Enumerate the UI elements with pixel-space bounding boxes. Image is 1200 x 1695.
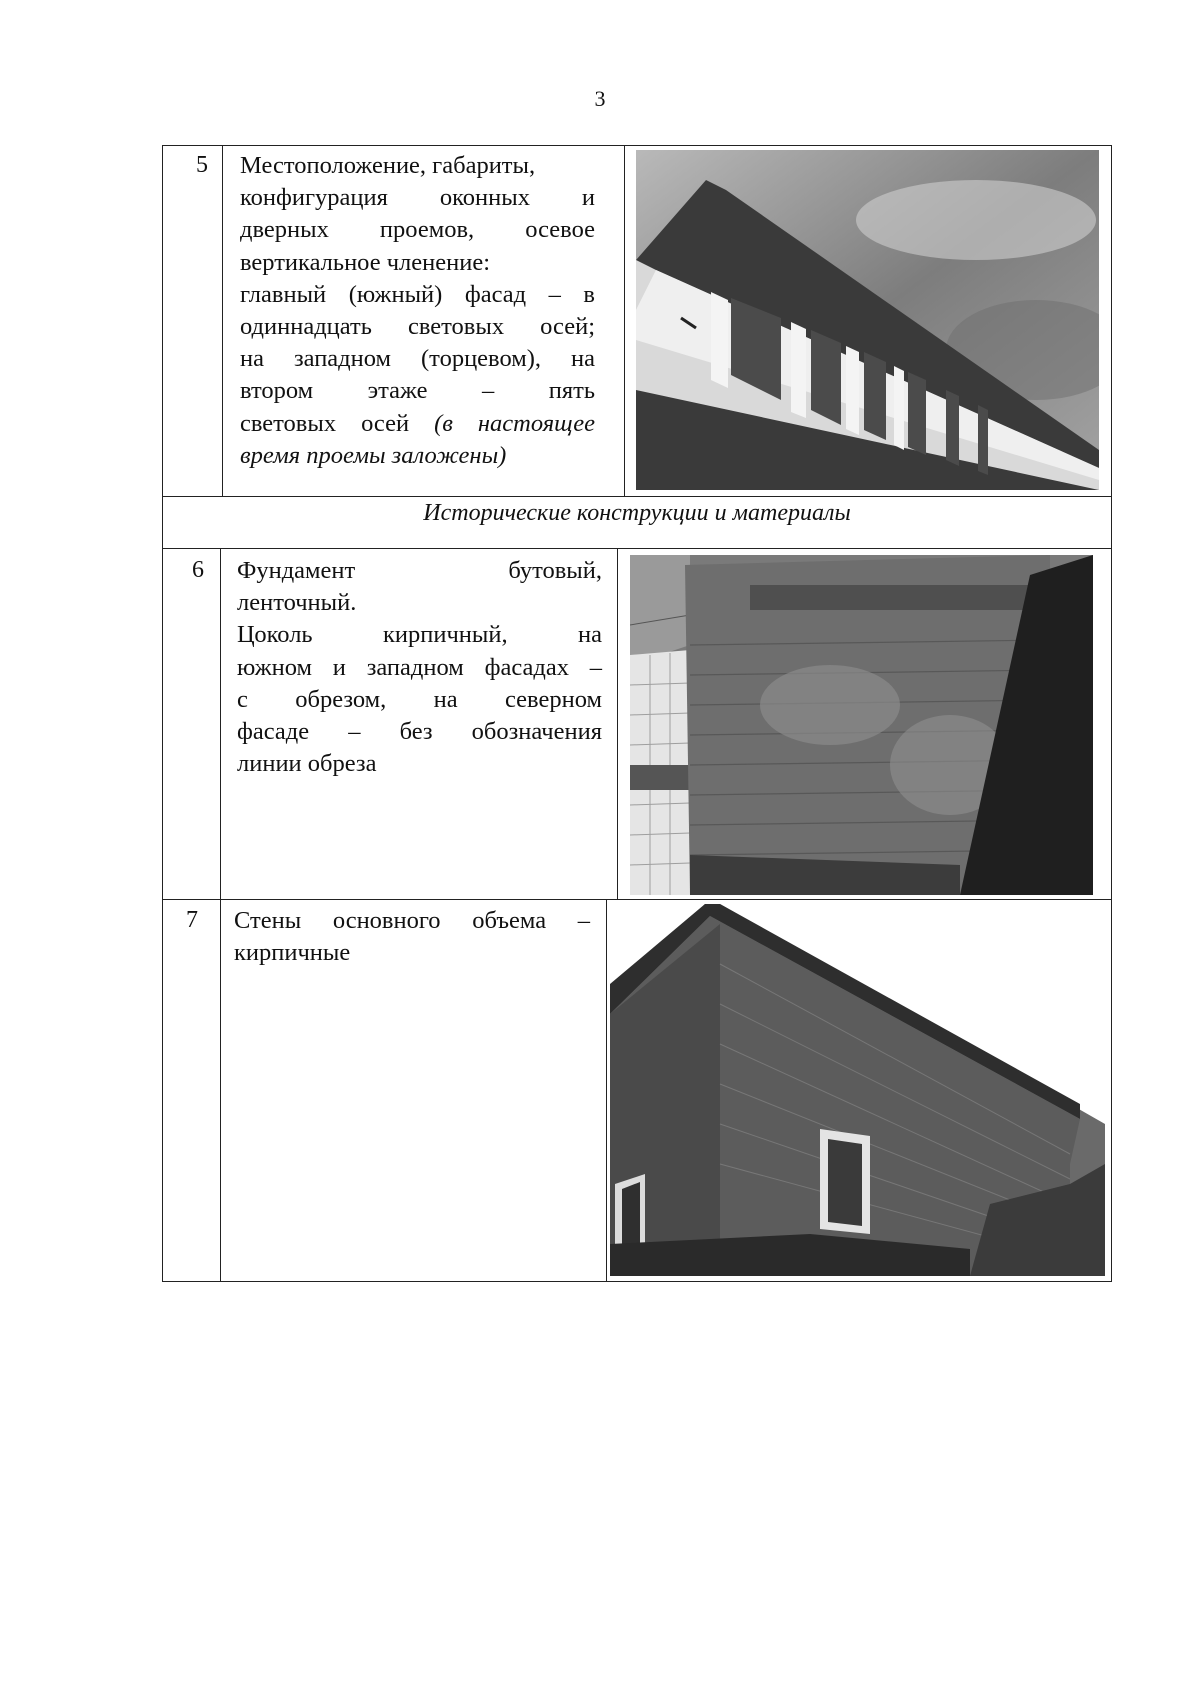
facade-cornice-image [636,150,1099,490]
column-divider [624,145,625,496]
text-line: с обрезом, на северном [237,685,602,713]
row-description [234,905,590,969]
text-line: Фундамент бутовый, [237,557,602,584]
text-line: дверных проемов, осевое [240,216,595,244]
row-number: 7 [186,907,198,933]
table-divider [162,899,1112,900]
text-line: кирпичные [234,939,351,967]
brick-walls-photo [610,904,1105,1276]
page-number: 3 [594,86,606,111]
text-italic-note: (в настоящее время проемы заложены) [240,409,595,469]
column-divider [606,899,607,1282]
text-line: Стены основного объема – [234,907,590,934]
column-divider [222,145,223,496]
text-line: южном и западном фасадах – [237,653,602,681]
table-divider [162,496,1112,497]
section-heading: Исторические конструкции и материалы [423,500,851,526]
text-line: втором этаже – пять [240,377,595,405]
facade-cornice-photo [636,150,1099,490]
brick-plinth-image [630,555,1093,895]
text-line: на западном (торцевом), на [240,345,595,373]
text-line: линии обреза [237,750,377,778]
text-line: вертикальное членение: [240,248,491,276]
brick-plinth-photo [630,555,1093,895]
row-description [237,555,602,780]
text-line: ленточный. [237,589,357,617]
text-line: главный (южный) фасад – в [240,280,595,308]
brick-walls-image [610,904,1105,1276]
column-divider [617,548,618,899]
row-description [240,150,595,472]
text-line-mixed [240,408,595,472]
text-line: Местоположение, габариты, [240,152,536,179]
column-divider [220,548,221,1282]
table-divider [162,548,1112,549]
text-line: Цоколь кирпичный, на [237,621,602,649]
text-line: одиннадцать световых осей; [240,313,595,341]
row-number: 6 [192,557,204,583]
text-line: фасаде – без обозначения [237,718,602,746]
row-number: 5 [196,152,208,178]
text-plain: световых осей [240,409,410,437]
text-line: конфигурация оконных и [240,184,595,212]
